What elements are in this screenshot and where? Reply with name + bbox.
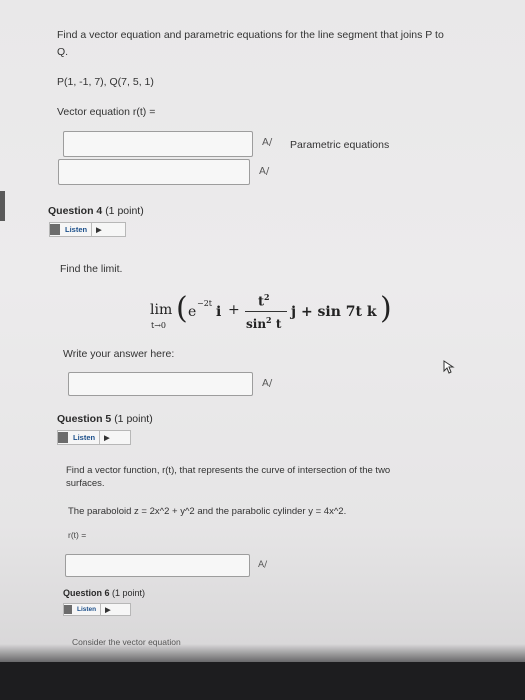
speaker-icon: [64, 605, 72, 614]
vector-equation-input-2[interactable]: [58, 159, 250, 185]
question5-prompt: [66, 464, 466, 490]
question3-prompt-line1: Find a vector equation and parametric equations for the line segment that joins P to: [57, 29, 444, 41]
question4-prompt: Find the limit.: [60, 263, 123, 275]
j-k-terms: j + sin 7t k: [291, 304, 377, 320]
question5-prompt-line2: surfaces.: [66, 478, 105, 489]
question5-surfaces: The paraboloid z = 2x^2 + y^2 and the parabolic cylinder y = 4x^2.: [68, 506, 347, 517]
listen-button[interactable]: [49, 222, 126, 237]
frac-num-var: t: [258, 294, 265, 310]
spell-check-icon[interactable]: A/: [259, 166, 270, 177]
parametric-equations-label: Parametric equations: [290, 139, 390, 151]
play-icon[interactable]: ▶: [100, 604, 114, 615]
side-tab: [0, 191, 5, 221]
vector-equation-input-1[interactable]: [63, 131, 253, 157]
play-icon[interactable]: ▶: [91, 223, 105, 236]
question4-title-text: Question 4: [48, 205, 103, 217]
speaker-icon: [58, 432, 68, 443]
vector-equation-label: Vector equation r(t) =: [57, 106, 156, 118]
question5-title: [57, 413, 153, 425]
listen-button[interactable]: [57, 430, 131, 445]
monitor-bezel: [0, 662, 525, 700]
question6-title: [63, 588, 145, 598]
play-icon[interactable]: ▶: [99, 431, 113, 444]
r-of-t-label: r(t) =: [68, 530, 87, 540]
question5-title-text: Question 5: [57, 413, 112, 425]
question5-points: (1 point): [114, 413, 153, 425]
limit-answer-input[interactable]: [68, 372, 253, 396]
left-paren: (: [176, 291, 188, 326]
question4-points: (1 point): [105, 205, 144, 217]
listen-label: Listen: [77, 606, 97, 613]
question6-points: (1 point): [112, 588, 146, 598]
exp-power: −2t: [197, 299, 213, 308]
lim-subscript: t→0: [151, 321, 167, 330]
frac-den-power: 2: [266, 315, 272, 325]
question3-points: P(1, -1, 7), Q(7, 5, 1): [57, 76, 154, 88]
plus-sign: +: [228, 302, 240, 318]
frac-num-power: 2: [264, 292, 270, 302]
listen-label: Listen: [73, 433, 96, 442]
mouse-cursor-icon: [443, 360, 455, 374]
speaker-icon: [50, 224, 60, 235]
question5-prompt-line1: Find a vector function, r(t), that represents the curve of intersection of the two: [66, 465, 391, 476]
question4-title: [48, 205, 144, 217]
right-paren: ): [380, 291, 392, 326]
spell-check-icon[interactable]: A/: [262, 378, 273, 389]
listen-button[interactable]: [63, 603, 131, 616]
question3-prompt-line2: Q.: [57, 46, 69, 58]
write-answer-label: Write your answer here:: [63, 348, 175, 360]
fraction-bar: [245, 311, 287, 312]
question6-prompt: Consider the vector equation: [72, 637, 181, 647]
spell-check-icon[interactable]: A/: [262, 137, 273, 148]
question3-prompt: [57, 27, 507, 61]
frac-numerator: [258, 292, 270, 309]
listen-label: Listen: [65, 225, 88, 234]
frac-den-var: t: [275, 317, 282, 331]
i-unit: i: [216, 304, 222, 320]
spell-check-icon[interactable]: A/: [258, 560, 268, 570]
frac-den-fn: sin: [246, 317, 267, 331]
frac-denominator: [246, 315, 281, 331]
lim-text: lim: [150, 302, 173, 318]
exp-base: e: [188, 304, 197, 320]
vector-function-input[interactable]: [65, 554, 250, 577]
question6-title-text: Question 6: [63, 588, 110, 598]
